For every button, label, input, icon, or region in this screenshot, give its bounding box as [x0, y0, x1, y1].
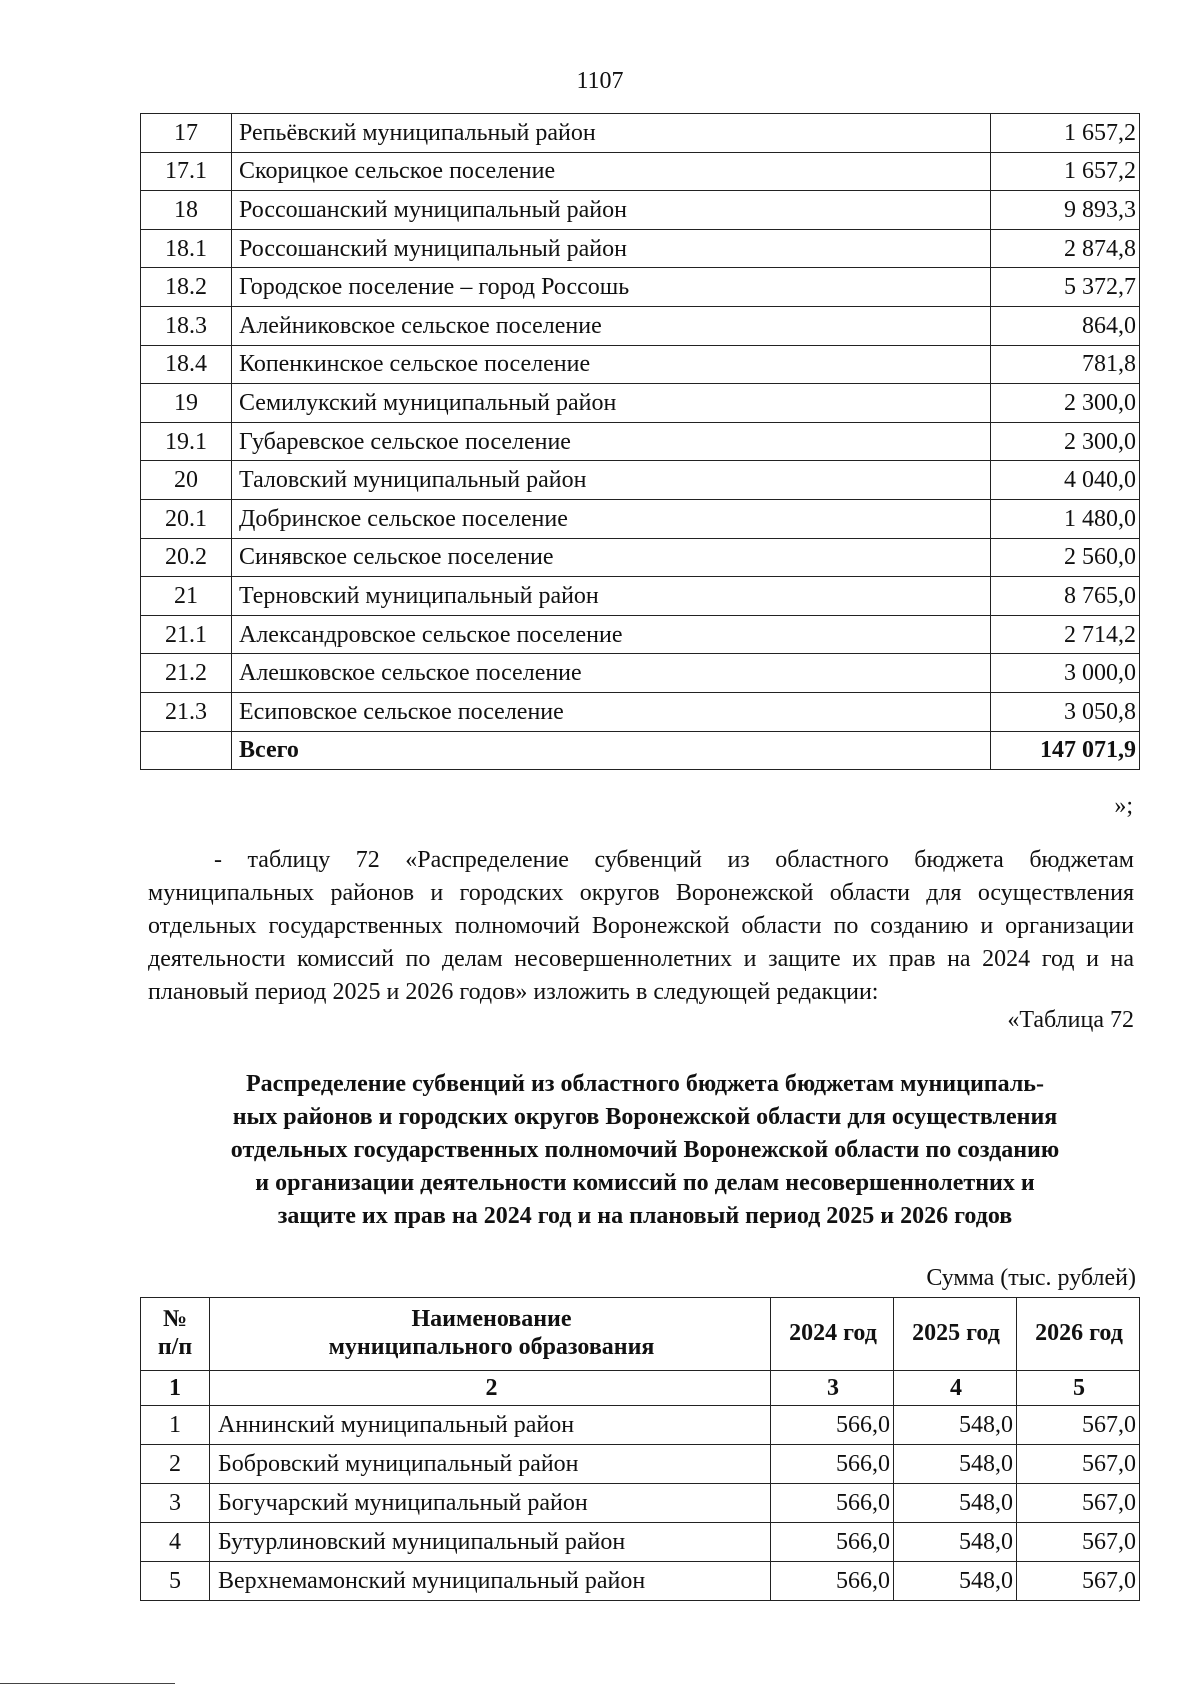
table-row	[141, 384, 1140, 423]
page-number: 1107	[576, 68, 624, 94]
row-name: Александровское сельское поселение	[232, 615, 991, 654]
header-num-line2: п/п	[157, 1334, 193, 1360]
subsidies-table-continued	[140, 113, 1140, 770]
table-row	[141, 229, 1140, 268]
total-number	[141, 731, 232, 770]
row-name: Таловский муниципальный район	[232, 461, 991, 500]
row-value: 2 874,8	[991, 229, 1140, 268]
row-number: 3	[141, 1484, 210, 1523]
table-row	[141, 615, 1140, 654]
row-name: Богучарский муниципальный район	[210, 1484, 771, 1523]
row-number: 18.3	[141, 306, 232, 345]
row-number: 19.1	[141, 422, 232, 461]
value-2026: 567,0	[1017, 1562, 1140, 1601]
table-label: «Таблица 72	[1007, 1007, 1134, 1033]
row-number: 18.2	[141, 268, 232, 307]
table-row	[141, 692, 1140, 731]
row-number: 21.1	[141, 615, 232, 654]
table-row	[141, 191, 1140, 230]
row-value: 1 480,0	[991, 499, 1140, 538]
table-row	[141, 461, 1140, 500]
total-label: Всего	[232, 731, 991, 770]
table-row	[141, 152, 1140, 191]
row-name: Репьёвский муниципальный район	[232, 114, 991, 153]
value-2024: 566,0	[771, 1562, 894, 1601]
colnum-cell: 1	[141, 1371, 210, 1406]
table-row	[141, 422, 1140, 461]
row-value: 3 050,8	[991, 692, 1140, 731]
table-row	[141, 306, 1140, 345]
row-name: Алешковское сельское поселение	[232, 654, 991, 693]
row-value: 2 560,0	[991, 538, 1140, 577]
colnum-cell: 4	[894, 1371, 1017, 1406]
table-row	[141, 577, 1140, 616]
value-2026: 567,0	[1017, 1445, 1140, 1484]
header-2026: 2026 год	[1017, 1298, 1140, 1371]
title-line: ных районов и городских округов Воронежской области для осуществления	[232, 1104, 1058, 1130]
intro-paragraph: - таблицу 72 «Распределение субвенций из областного бюджета бюджетам муниципальных районов и городских округов Воронежской области для осуществления отдельных государственных полномочий Воронежской области по созданию и организации деятельности комиссий по делам несовершеннолетних и защите их прав на 2024 год и на плановый период 2025 и 2026 годов» изложить в следующей редакции:	[148, 847, 1134, 1005]
colnum-cell: 5	[1017, 1371, 1140, 1406]
row-number: 18.4	[141, 345, 232, 384]
title-line: отдельных государственных полномочий Воронежской области по созданию	[230, 1137, 1060, 1163]
header-2025: 2025 год	[894, 1298, 1017, 1371]
row-number: 18.1	[141, 229, 232, 268]
header-name-line1: Наименование	[411, 1306, 572, 1333]
table-row	[141, 1406, 1140, 1445]
value-2024: 566,0	[771, 1523, 894, 1562]
row-name: Есиповское сельское поселение	[232, 692, 991, 731]
row-value: 1 657,2	[991, 152, 1140, 191]
value-2024: 566,0	[771, 1406, 894, 1445]
table-row	[141, 114, 1140, 153]
row-value: 2 300,0	[991, 422, 1140, 461]
row-name: Городское поселение – город Россошь	[232, 268, 991, 307]
row-number: 18	[141, 191, 232, 230]
row-number: 1	[141, 1406, 210, 1445]
value-2026: 567,0	[1017, 1523, 1140, 1562]
row-number: 17	[141, 114, 232, 153]
row-number: 21.2	[141, 654, 232, 693]
row-name: Копенкинское сельское поселение	[232, 345, 991, 384]
footer-rule	[0, 1683, 175, 1684]
table-72	[140, 1297, 1140, 1601]
row-name: Верхнемамонский муниципальный район	[210, 1562, 771, 1601]
column-number-row	[141, 1371, 1140, 1406]
row-name: Аннинский муниципальный район	[210, 1406, 771, 1445]
row-value: 781,8	[991, 345, 1140, 384]
row-number: 20.1	[141, 499, 232, 538]
row-name: Бобровский муниципальный район	[210, 1445, 771, 1484]
header-num	[141, 1298, 210, 1371]
table-row	[141, 1484, 1140, 1523]
title-line: и организации деятельности комиссий по делам несовершеннолетних и	[255, 1170, 1035, 1196]
row-name: Бутурлиновский муниципальный район	[210, 1523, 771, 1562]
value-2025: 548,0	[894, 1562, 1017, 1601]
table-row	[141, 1445, 1140, 1484]
value-2025: 548,0	[894, 1445, 1017, 1484]
row-name: Скорицкое сельское поселение	[232, 152, 991, 191]
row-name: Россошанский муниципальный район	[232, 229, 991, 268]
table-row	[141, 1523, 1140, 1562]
table-row	[141, 538, 1140, 577]
units-label: Сумма (тыс. рублей)	[926, 1265, 1136, 1291]
row-value: 3 000,0	[991, 654, 1140, 693]
row-number: 20	[141, 461, 232, 500]
value-2025: 548,0	[894, 1484, 1017, 1523]
row-name: Алейниковское сельское поселение	[232, 306, 991, 345]
table-row	[141, 1562, 1140, 1601]
value-2024: 566,0	[771, 1484, 894, 1523]
row-number: 4	[141, 1523, 210, 1562]
row-number: 20.2	[141, 538, 232, 577]
header-2024: 2024 год	[771, 1298, 894, 1371]
total-row	[141, 731, 1140, 770]
header-name-line2: муниципального образования	[328, 1334, 655, 1360]
value-2026: 567,0	[1017, 1484, 1140, 1523]
value-2024: 566,0	[771, 1445, 894, 1484]
row-number: 2	[141, 1445, 210, 1484]
colnum-cell: 3	[771, 1371, 894, 1406]
row-number: 17.1	[141, 152, 232, 191]
closing-quote: »;	[1114, 793, 1133, 819]
row-name: Терновский муниципальный район	[232, 577, 991, 616]
table-row	[141, 654, 1140, 693]
row-value: 1 657,2	[991, 114, 1140, 153]
title-line: защите их прав на 2024 год и на плановый период 2025 и 2026 годов	[277, 1203, 1013, 1229]
header-name	[210, 1298, 771, 1371]
row-value: 5 372,7	[991, 268, 1140, 307]
row-value: 4 040,0	[991, 461, 1140, 500]
row-number: 21	[141, 577, 232, 616]
row-value: 864,0	[991, 306, 1140, 345]
row-name: Россошанский муниципальный район	[232, 191, 991, 230]
value-2026: 567,0	[1017, 1406, 1140, 1445]
value-2025: 548,0	[894, 1406, 1017, 1445]
table-row	[141, 345, 1140, 384]
row-value: 2 300,0	[991, 384, 1140, 423]
row-number: 5	[141, 1562, 210, 1601]
row-name: Губаревское сельское поселение	[232, 422, 991, 461]
table-title	[150, 1068, 1140, 1233]
table-header-row	[141, 1298, 1140, 1371]
total-value: 147 071,9	[991, 731, 1140, 770]
header-num-line1: №	[162, 1306, 188, 1333]
row-name: Добринское сельское поселение	[232, 499, 991, 538]
colnum-cell: 2	[210, 1371, 771, 1406]
row-number: 21.3	[141, 692, 232, 731]
row-value: 2 714,2	[991, 615, 1140, 654]
table-row	[141, 499, 1140, 538]
row-number: 19	[141, 384, 232, 423]
row-name: Синявское сельское поселение	[232, 538, 991, 577]
row-value: 9 893,3	[991, 191, 1140, 230]
title-line: Распределение субвенций из областного бюджета бюджетам муниципаль-	[246, 1071, 1044, 1097]
value-2025: 548,0	[894, 1523, 1017, 1562]
row-name: Семилукский муниципальный район	[232, 384, 991, 423]
row-value: 8 765,0	[991, 577, 1140, 616]
table-row	[141, 268, 1140, 307]
